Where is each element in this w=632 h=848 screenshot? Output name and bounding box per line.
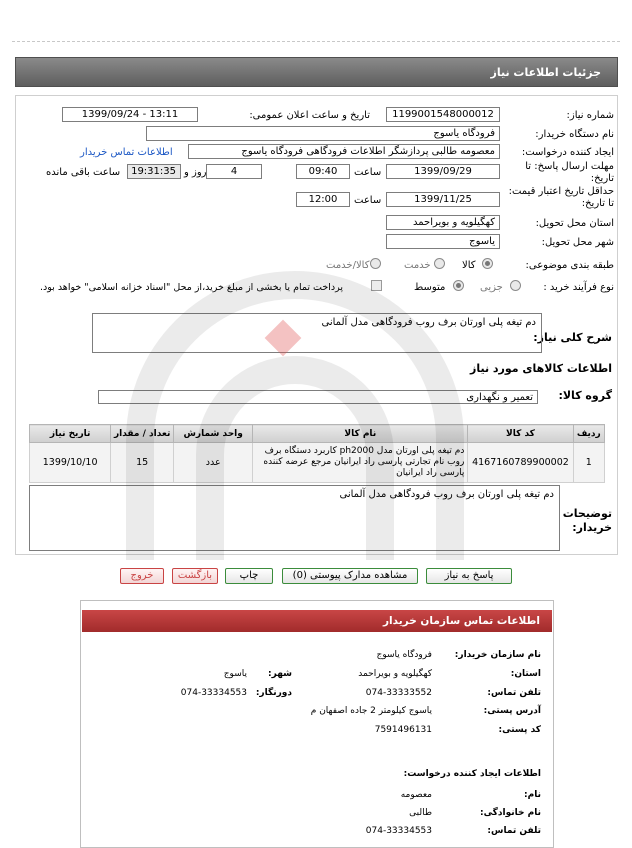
category-radio-goods[interactable] [482,258,493,269]
contact-fax-value: 074-33334553 [180,688,247,698]
table-header-row [30,425,605,443]
remaining-label: ساعت باقی مانده [46,167,121,178]
goods-table [29,424,605,483]
contact-province-label: استان: [510,669,541,679]
contact-address-label: آدرس پستی: [483,706,541,716]
cell-name: دم تیغه پلی اورتان مدل ph2000 کاربرد دستگاه برف روب نام تجارتی پارسی راد ایرانیان مرجع عرضه کننده پارسی راد ایرانیان [253,443,468,483]
cell-date: 1399/10/10 [30,443,111,483]
process-radio-medium[interactable] [453,280,464,291]
page-title: جزئیات اطلاعات نیاز [490,66,601,79]
announce-label: تاریخ و ساعت اعلان عمومی: [249,110,370,121]
creator-phone-value: 074-33334553 [365,826,432,836]
announce-field: 1399/09/24 - 13:11 [62,107,198,122]
contact-title: اطلاعات تماس سازمان خریدار [383,615,540,627]
validity-time-field: 12:00 [296,192,350,207]
process-note: پرداخت تمام یا بخشی از مبلغ خرید،از محل "اسناد خزانه اسلامی" خواهد بود. [40,282,343,293]
goods-group-field: تعمیر و نگهداری [98,390,538,404]
table-row [30,443,605,483]
contact-postal-value: 7591496131 [374,725,432,735]
cell-index: 1 [573,443,604,483]
cell-qty: 15 [111,443,174,483]
process-option-minor: جزیی [480,282,503,293]
buyer-field: فرودگاه یاسوج [146,126,500,141]
contact-postal-label: کد پستی: [498,725,541,735]
days-field: 4 [206,164,262,179]
contact-org-label: نام سازمان خریدار: [454,650,541,660]
need-number-field: 1199001548000012 [386,107,500,122]
col-row: ردیف [573,425,604,443]
process-radio-minor[interactable] [510,280,521,291]
validity-date-field: 1399/11/25 [386,192,500,207]
contact-city-value: یاسوج [223,669,247,679]
contact-phone-label: تلفن تماس: [487,688,541,698]
goods-group-label: گروه کالا: [558,389,612,402]
creator-field: معصومه طالبی پردازشگر اطلاعات فرودگاهی فرودگاه یاسوج [188,144,500,159]
creator-lname-label: نام خانوادگی: [479,808,541,818]
creator-fname-value: معصومه [400,790,432,800]
creator-info-title: اطلاعات ایجاد کننده درخواست: [403,769,541,779]
contact-phone-value: 074-33333552 [365,688,432,698]
buyer-label: نام دستگاه خریدار: [535,129,614,140]
exit-button[interactable]: خروج [120,568,164,584]
back-button[interactable]: بازگشت [172,568,218,584]
goods-section-title: اطلاعات کالاهای مورد نیاز [470,362,612,375]
province-field: کهگیلویه و بویراحمد [386,215,500,230]
contact-city-label: شهر: [268,669,292,679]
buyer-contact-link[interactable]: اطلاعات تماس خریدار [80,147,173,158]
creator-lname-value: طالبی [409,808,432,818]
contact-org-value: فرودگاه یاسوج [376,650,432,660]
remaining-time-field: 19:31:35 [127,164,181,179]
creator-fname-label: نام: [524,790,541,800]
category-label: طبقه بندی موضوعی: [525,260,614,271]
reply-button[interactable]: پاسخ به نیاز [426,568,512,584]
contact-header [82,610,552,632]
col-code: کد کالا [468,425,573,443]
buyer-notes-text: دم تیغه پلی اورتان برف روب فرودگاهی مدل آلمانی [339,489,554,500]
creator-label: ایجاد کننده درخواست: [521,147,614,158]
page-header [15,57,618,87]
cell-code: 4167160789900002 [468,443,573,483]
category-radio-both[interactable] [370,258,381,269]
process-label: نوع فرآیند خرید : [543,282,614,293]
process-option-medium: متوسط [414,282,446,293]
summary-text: دم تیغه پلی اورتان برف روب فرودگاهی مدل آلمانی [321,317,536,328]
days-label: روز و [184,167,207,178]
deadline-label: مهلت ارسال پاسخ: تا تاریخ: [525,161,614,184]
category-option-both: کالا/خدمت [326,260,370,271]
deadline-date-field: 1399/09/29 [386,164,500,179]
col-unit: واحد شمارش [174,425,253,443]
validity-time-label: ساعت [354,195,382,206]
deadline-time-label: ساعت [354,167,382,178]
category-option-service: خدمت [404,260,431,271]
contact-province-value: کهگیلویه و بویراحمد [358,669,432,679]
summary-box [92,313,542,353]
attachments-button[interactable]: مشاهده مدارک پیوستی (0) [282,568,418,584]
city-field: یاسوج [386,234,500,249]
validity-label: حداقل تاریخ اعتبار قیمت: تا تاریخ: [508,186,614,209]
col-date: تاریخ نیاز [30,425,111,443]
treasury-checkbox[interactable] [371,280,382,291]
buyer-notes-box [29,485,560,551]
summary-label: شرح کلی نیاز: [533,331,612,344]
category-option-goods: کالا [462,260,476,271]
col-name: نام کالا [253,425,468,443]
buyer-notes-label: توضیحات خریدار: [562,507,612,534]
city-label: شهر محل تحویل: [541,237,614,248]
contact-fax-label: دورنگار: [255,688,292,698]
deadline-time-field: 09:40 [296,164,350,179]
contact-address-value: یاسوج کیلومتر 2 جاده اصفهان م [310,706,432,716]
province-label: استان محل تحویل: [535,218,614,229]
need-number-label: شماره نیاز: [566,110,614,121]
print-button[interactable]: چاپ [225,568,273,584]
col-qty: تعداد / مقدار [111,425,174,443]
creator-phone-label: تلفن تماس: [487,826,541,836]
cell-unit: عدد [174,443,253,483]
top-divider [12,41,620,42]
category-radio-service[interactable] [434,258,445,269]
